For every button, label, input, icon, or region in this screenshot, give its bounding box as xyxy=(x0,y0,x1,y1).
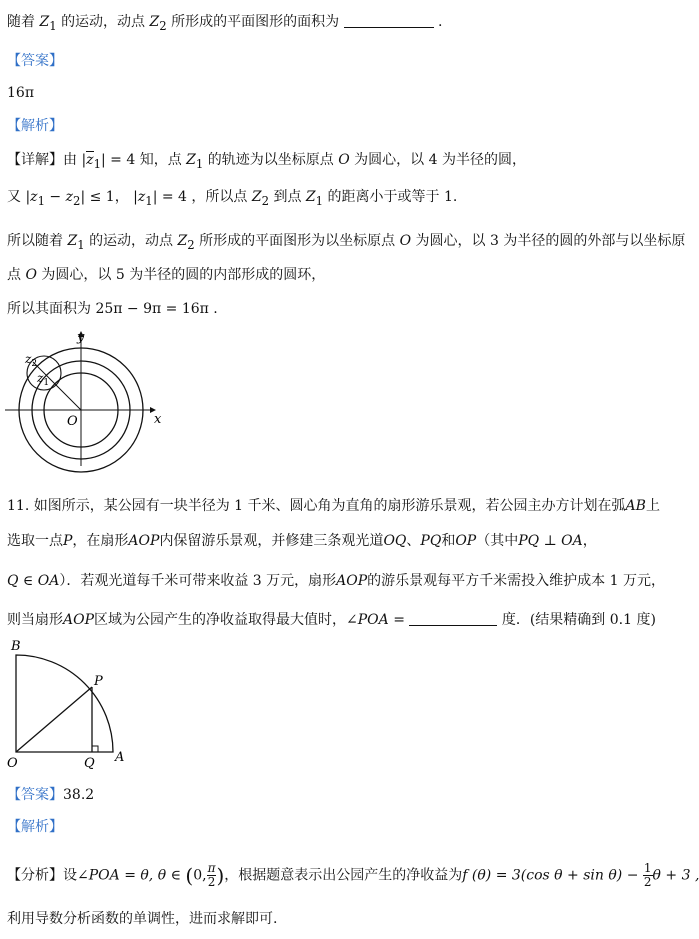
label-q: Q xyxy=(84,756,95,771)
label-p: P xyxy=(94,674,103,689)
label-a: A xyxy=(115,750,125,765)
q11-answer: 【答案】38.2 xyxy=(7,787,95,803)
segment-oz2 xyxy=(33,362,81,410)
label-b: B xyxy=(11,639,21,654)
annulus-figure xyxy=(5,328,175,468)
answer-blank xyxy=(344,27,434,28)
analysis-tag: 【解析】 xyxy=(7,118,63,134)
sector-figure xyxy=(5,640,145,770)
quarter-circle xyxy=(16,655,113,752)
q11-analysis-tag: 【解析】 xyxy=(7,819,63,835)
answer-blank-q11 xyxy=(409,625,497,626)
label-x: x xyxy=(154,412,162,427)
label-y: y xyxy=(77,330,85,345)
right-angle-mark xyxy=(92,746,98,752)
q11-line-2: 选取一点P，在扇形AOP内保留游乐景观，并修建三条观光道OQ、PQ和OP（其中PQ ⊥ OA， xyxy=(7,533,597,549)
q11-line-3: Q ∈ OA）．若观光道每千米可带来收益 3 万元，扇形AOP的游乐景观每平方千米需投入维护成本 1 万元， xyxy=(7,573,665,589)
label-z1: $z_1$ xyxy=(37,371,50,388)
q11-line-4: 则当扇形AOP区域为公园产生的净收益取得最大值时，∠POA = 度．(结果精确到 0.1 度) xyxy=(7,612,656,628)
q11-last-line: 利用导数分析函数的单调性，进而求解即可. xyxy=(7,911,278,927)
label-z2: $z_2$ xyxy=(25,352,38,369)
answer-tag: 【答案】 xyxy=(7,53,63,69)
q10-stem: 随着 $Z_1$ 的运动，动点 $Z_2$ 所形成的平面图形的面积为 . xyxy=(7,14,443,33)
detail-line-4: 点 O 为圆心，以 5 为半径的圆的内部形成的圆环， xyxy=(7,267,326,283)
q11-fenxi: 【分析】设∠POA = θ, θ ∈ (0, $\frac{\pi}{2}$ )，根据题意表示出公园产生的净收益为f (θ) = 3(cos θ + sin θ) − $\frac{1}{2}$ θ + 3 , xyxy=(7,861,699,889)
label-o2: O xyxy=(7,756,18,771)
detail-line-2: 又 $|z_1 - z_2| \le 1$， $|z_1| = 4$ ，所以点 $Z_2$ 到点 $Z_1$ 的距离小于或等于 1. xyxy=(7,189,458,208)
q11-line-1: 11. 如图所示，某公园有一块半径为 1 千米、圆心角为直角的扇形游乐景观，若公园主办方计划在弧AB上 xyxy=(7,498,660,514)
detail-line-3: 所以随着 $Z_1$ 的运动，动点 $Z_2$ 所形成的平面图形为以坐标原点 O 为圆心，以 3 为半径的圆的外部与以坐标原 xyxy=(7,233,686,252)
label-o: O xyxy=(67,414,78,429)
segment-op xyxy=(16,687,92,752)
answer-value: 16π xyxy=(7,85,35,101)
detail-line-1: 【详解】由 $|z_1| = 4$ 知，点 $Z_1$ 的轨迹为以坐标原点 O 为圆心，以 4 为半径的圆， xyxy=(7,152,526,171)
detail-line-5: 所以其面积为 25π − 9π = 16π . xyxy=(7,301,218,317)
